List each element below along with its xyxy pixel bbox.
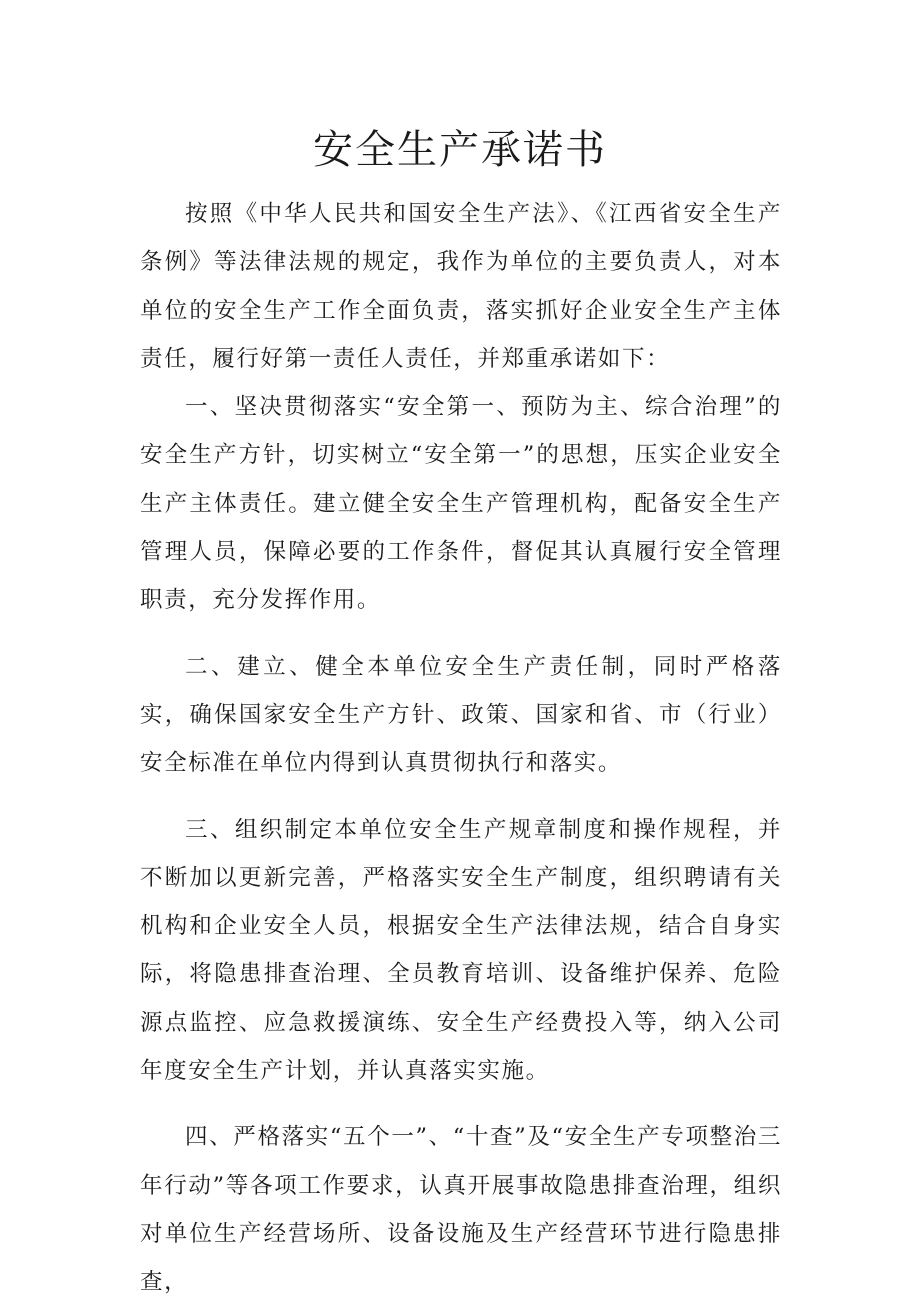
paragraph-item-2: 二、建立、健全本单位安全生产责任制，同时严格落实，确保国家安全生产方针、政策、国家和省、市（行业）安全标准在单位内得到认真贯彻执行和落实。 bbox=[140, 653, 782, 777]
document-body bbox=[140, 190, 782, 1307]
paragraph-item-3: 三、组织制定本单位安全生产规章制度和操作规程，并不断加以更新完善，严格落实安全生产制度，组织聘请有关机构和企业安全人员，根据安全生产法律法规，结合自身实际，将隐患排查治理、全员教育培训、设备维护保养、危险源点监控、应急救援演练、安全生产经费投入等，纳入公司年度安全生产计划，并认真落实实施。 bbox=[140, 816, 782, 1085]
document-title: 安全生产承诺书 bbox=[313, 127, 607, 173]
paragraph-item-4: 四、严格落实“五个一”、“十查”及“安全生产专项整治三年行动”等各项工作要求，认真开展事故隐患排查治理，组织对单位生产经营场所、设备设施及生产经营环节进行隐患排查， bbox=[140, 1124, 782, 1296]
paragraph-item-1: 一、坚决贯彻落实“安全第一、预防为主、综合治理”的安全生产方针，切实树立“安全第一”的思想，压实企业安全生产主体责任。建立健全安全生产管理机构，配备安全生产管理人员，保障必要的工作条件，督促其认真履行安全管理职责，充分发挥作用。 bbox=[140, 394, 782, 614]
paragraph-intro: 按照《中华人民共和国安全生产法》、《江西省安全生产条例》等法律法规的规定，我作为单位的主要负责人，对本单位的安全生产工作全面负责，落实抓好企业安全生产主体责任，履行好第一责任人责任，并郑重承诺如下： bbox=[140, 201, 782, 372]
